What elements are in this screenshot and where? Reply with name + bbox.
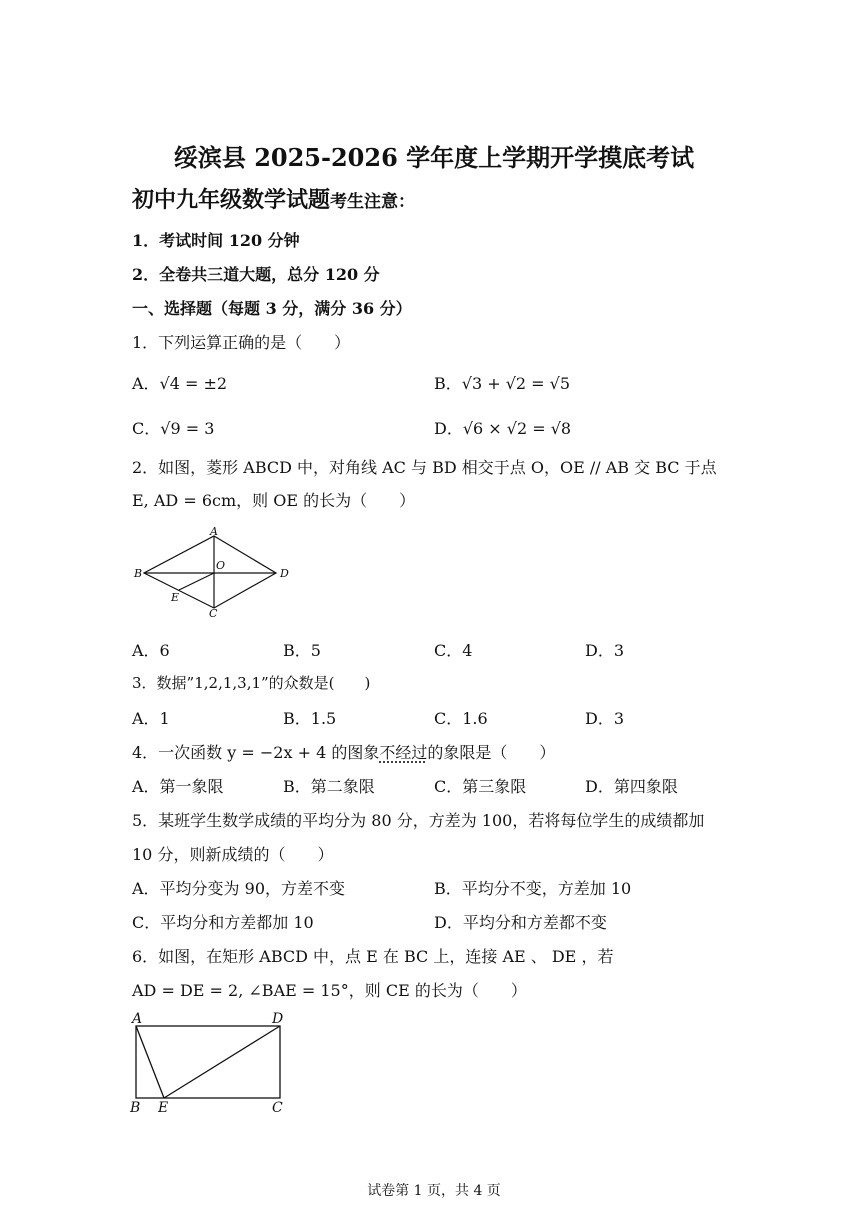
grade-subject: 初中九年级数学试题	[132, 187, 331, 213]
label-d: D	[272, 1011, 284, 1027]
label-d: D	[280, 567, 289, 580]
label-b: B	[134, 567, 143, 580]
q5-stem-line1: 5．某班学生数学成绩的平均分为 80 分，方差为 100，若将每位学生的成绩都加	[132, 811, 705, 830]
q2-option-b: B．5	[283, 641, 321, 660]
note-score: 2．全卷共三道大题，总分 120 分	[132, 265, 380, 284]
q5-option-d: D．平均分和方差都不变	[434, 913, 607, 932]
label-o: O	[216, 559, 226, 572]
q4-option-a: A．第一象限	[132, 777, 224, 796]
rectangle-outline	[136, 1026, 280, 1098]
q3-option-c: C．1.6	[434, 709, 488, 728]
exam-title: 绥滨县 2025-2026 学年度上学期开学摸底考试	[173, 143, 695, 172]
label-c: C	[209, 607, 218, 618]
page-footer: 试卷第 1 页，共 4 页	[367, 1183, 501, 1199]
q6-stem-line2: AD = DE = 2, ∠BAE = 15°，则 CE 的长为（ ）	[132, 981, 527, 1000]
rhombus-figure	[130, 526, 300, 618]
rhombus-outline	[144, 536, 276, 608]
label-e: E	[158, 1100, 169, 1114]
q5-option-b: B．平均分不变，方差加 10	[434, 879, 632, 898]
segment-ae	[136, 1026, 164, 1098]
q1-option-c: C．√9 = 3	[132, 419, 215, 438]
q2-option-a: A．6	[132, 641, 170, 660]
segment-de	[164, 1026, 280, 1098]
note-time: 1．考试时间 120 分钟	[132, 231, 300, 250]
q1-option-b: B．√3 + √2 = √5	[434, 374, 571, 393]
q5-option-c: C．平均分和方差都加 10	[132, 913, 314, 932]
rectangle-figure	[126, 1008, 296, 1114]
label-a: A	[210, 526, 218, 538]
q4-stem-post: 的象限是（ ）	[427, 743, 556, 762]
q2-option-d: D．3	[585, 641, 625, 660]
label-a: A	[132, 1011, 143, 1027]
label-e: E	[171, 591, 180, 604]
label-c: C	[272, 1100, 283, 1114]
q4-stem-pre: 4．一次函数 y = −2x + 4 的图象	[132, 743, 380, 762]
q5-stem-line2: 10 分，则新成绩的（ ）	[132, 845, 334, 864]
q4-option-c: C．第三象限	[434, 777, 527, 796]
q1-option-a: A．√4 = ±2	[132, 374, 228, 393]
q3-option-b: B．1.5	[283, 709, 337, 728]
q4-stem	[132, 740, 555, 763]
segment-oe	[179, 573, 214, 590]
section-heading: 一、选择题（每题 3 分，满分 36 分）	[132, 299, 412, 318]
q2-stem-line1: 2．如图，菱形 ABCD 中，对角线 AC 与 BD 相交于点 O，OE // AB 交 BC 于点	[132, 458, 717, 477]
q2-stem-line2: E, AD = 6cm，则 OE 的长为（ ）	[132, 491, 416, 510]
q2-option-c: C．4	[434, 641, 473, 660]
q4-option-b: B．第二象限	[283, 777, 375, 796]
q1-stem: 1．下列运算正确的是（ ）	[132, 333, 351, 352]
q5-option-a: A．平均分变为 90，方差不变	[132, 879, 346, 898]
q3-option-d: D．3	[585, 709, 625, 728]
exam-subtitle	[132, 183, 415, 214]
q3-option-a: A．1	[132, 709, 170, 728]
notice-label: 考生注意：	[330, 192, 416, 212]
q6-stem-line1: 6．如图，在矩形 ABCD 中，点 E 在 BC 上，连接 AE 、 DE ，若	[132, 947, 614, 966]
q3-stem: 3．数据”1,2,1,3,1”的众数是( )	[132, 674, 371, 692]
q1-option-d: D．√6 × √2 = √8	[434, 419, 572, 438]
label-b: B	[130, 1100, 141, 1114]
q4-stem-emphasis: 不经过	[379, 743, 428, 762]
q4-option-d: D．第四象限	[585, 777, 678, 796]
